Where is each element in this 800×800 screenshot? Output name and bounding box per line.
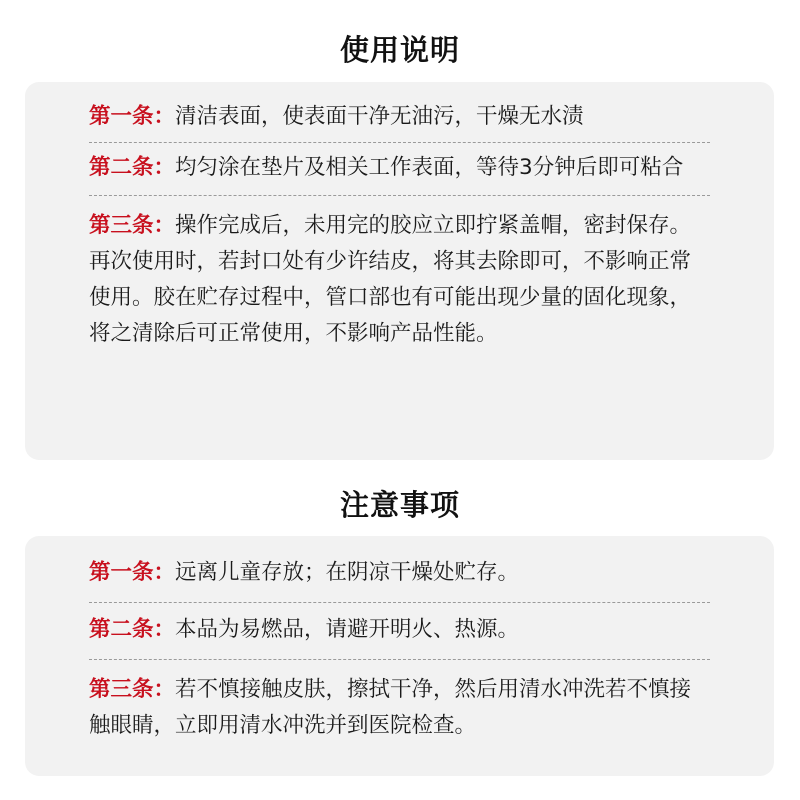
notes-item-2-text: 本品为易燃品，请避开明火、热源。 (175, 617, 520, 642)
usage-item-3 (89, 195, 710, 352)
usage-item-1 (89, 100, 710, 142)
usage-item-3-label: 第三条： (89, 213, 176, 238)
notes-item-1-label: 第一条： (89, 560, 176, 585)
usage-item-1-label: 第一条： (89, 104, 176, 129)
notes-item-2-label: 第二条： (89, 617, 176, 642)
usage-item-2 (89, 142, 710, 195)
notes-item-1-text: 远离儿童存放；在阴凉干燥处贮存。 (175, 560, 520, 585)
usage-item-2-label: 第二条： (89, 155, 176, 180)
usage-item-3-text: 操作完成后，未用完的胶应立即拧紧盖帽，密封保存。再次使用时，若封口处有少许结皮，将其去除即可，不影响正常使用。胶在贮存过程中，管口部也有可能出现少量的固化现象，将之清除后可正常使用，不影响产品性能。 (89, 213, 692, 346)
notes-item-3 (89, 659, 710, 744)
notes-section-title: 注意事项 (339, 488, 460, 522)
notes-panel (25, 536, 774, 776)
usage-panel (25, 82, 774, 460)
usage-item-2-text: 均匀涂在垫片及相关工作表面，等待3分钟后即可粘合 (175, 155, 684, 180)
notes-item-1 (89, 556, 710, 602)
notes-item-2 (89, 602, 710, 659)
usage-section-title: 使用说明 (339, 33, 460, 67)
usage-item-1-text: 清洁表面，使表面干净无油污，干燥无水渍 (175, 104, 584, 129)
notes-item-3-text: 若不慎接触皮肤，擦拭干净，然后用清水冲洗若不慎接触眼睛，立即用清水冲洗并到医院检查。 (89, 677, 692, 738)
notes-item-3-label: 第三条： (89, 677, 176, 702)
